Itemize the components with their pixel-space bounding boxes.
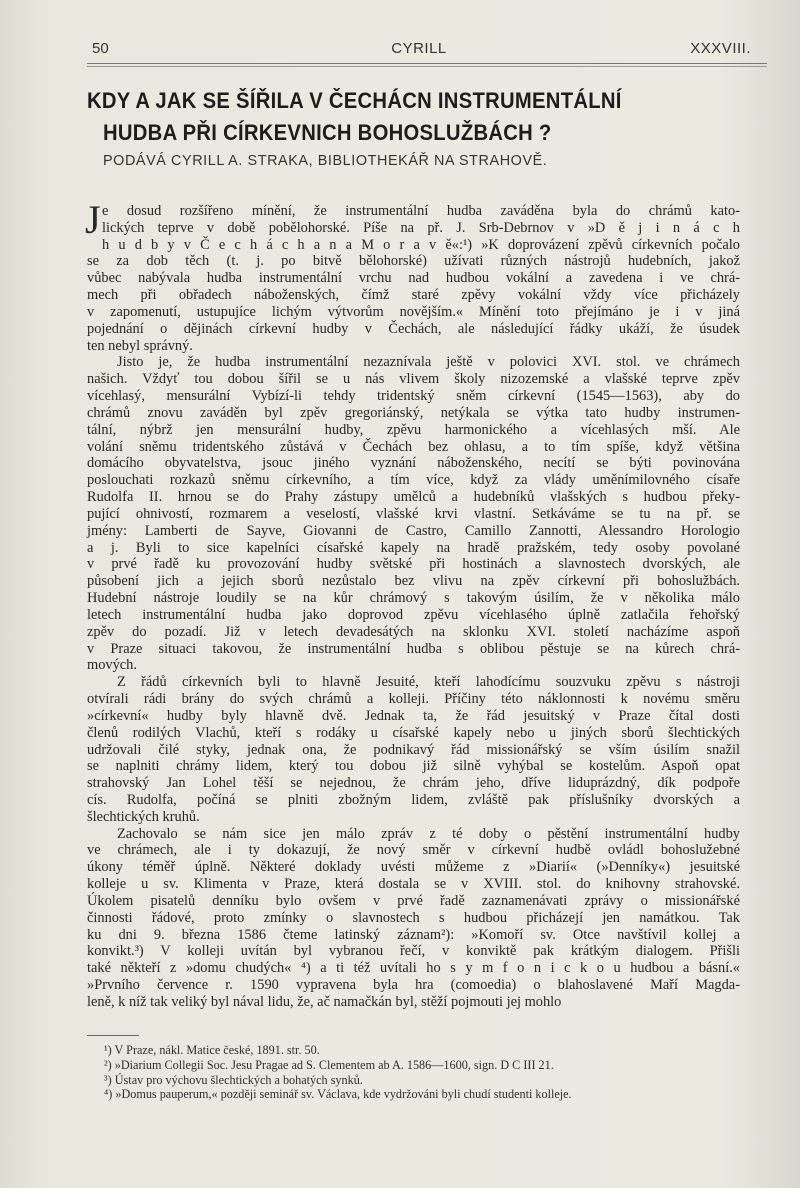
text-line: mech při obřadech náboženských, čímž staré zpěvy vokální vždy více přicházely [87,287,740,304]
text-line: Zachovalo se nám sice jen málo zpráv z té doby o pěstění instrumentální hudby [117,825,740,842]
text-line: Z řádů církevních byli to hlavně Jesuité, kteří lahodícímu souzvuku zpěvu s nástroji [117,674,740,691]
text-line: také někteří z »domu chudých« ⁴) a ti též uvítali ho s y m f o n i c k o u hudbou a básní.« [87,960,740,977]
text-line: vůbec nabývala hudba instrumentální vrchu nad hudbou vokální a zavedena i ve chrá- [87,270,740,287]
article-body [85,197,740,1011]
drop-cap: J [85,197,101,242]
text-line: poslouchati rozkazů sněmu církevního, a tím více, když za vlády uměnímilovného císaře [87,472,740,489]
text-line: kolleje u sv. Klimenta v Praze, která dostala se v XVIII. stol. do knihovny strahovské. [87,876,740,893]
footnote: ¹) V Praze, nákl. Matice české, 1891. str. 50. [104,1043,320,1057]
text-line: ku dni 9. března 1586 čteme latinský záznam²): »Komoří sv. Otce navštívil kollej a [87,926,740,943]
text-line: v prvé řadě ku provozování hudby světské při hostinách a slavnostech dvorských, ale [87,556,740,573]
text-line: Úkolem pisatelů denníku bylo ovšem v prvé řadě zaznamenávati zprávy o missionářské [87,892,740,909]
text-line: udržovali čilé styky, jednak ona, že podnikavý řád missionářský se vším úsilím snažil [87,741,740,758]
footnote: ⁴) »Domus pauperum,« později seminář sv. Václava, kde vydržováni byli chudí studenti kolleje. [104,1087,572,1102]
text-line: se za dob těch (t. j. po bitvě bělohorské) užívati různých nástrojů hudebních, jakož [87,253,740,270]
text-line: našich. Vždyť tou dobou šířil se u nás vlivem školy nizozemské a vlašské teprve zpěv [87,371,740,388]
text-line: leně, k níž tak veliký byl nával lidu, že, ač namačkán byl, stěží pojmouti jej mohlo [87,993,562,1010]
text-line: zpěv do pozadí. Již v letech devadesátých na sklonku XVI. století nacházíme aspoň [87,623,740,640]
text-line: pojednání o dějinách církevní hudby v Čechách, ale následující řádky ukáží, že úsudek [87,320,740,337]
text-line: ve chrámech, ale i ty dokazují, že nový směr v církevní hudbě ovládl bohoslužebné [87,842,740,859]
header-rule [87,63,767,64]
text-line: mových. [87,657,137,674]
footnotes [104,1043,572,1102]
text-line: lických teprve v době pobělohorské. Píše na př. J. Srb-Debrnov v »D ě j i n á c h [102,219,740,236]
text-line: působení jich a jejich sborů nezůstalo bez vlivu na zpěv církevní při bohoslužbách. [87,573,740,590]
text-line: jmény: Lamberti de Sayve, Giovanni de Castro, Camillo Zannotti, Alessandro Horologio [87,522,740,539]
article-title-line-2: HUDBA PŘI CÍRKEVNICH BOHOSLUŽBÁCH ? [103,120,552,145]
text-line: domácího obyvatelstva, jsouc jiného vyznání náboženského, necítí se býti povinována [87,455,740,472]
text-line: úkony téměř úplně. Některé doklady uvésti můžeme z »Diarií« (»Denníky«) jesuitské [87,859,740,876]
journal-title: CYRILL [391,40,447,57]
text-line: volání sněmu tridentského zůstává v Čechách bez ohlasu, a to tím spíše, když většina [87,438,740,455]
text-line: Rudolfa II. hrnou se do Prahy zástupy umělců a hudebníků vlašských s hudbou překy- [87,489,740,506]
page-number: 50 [92,40,109,57]
text-line: otvírali rádi brány do svých chrámů a kolleji. Příčiny této náklonnosti k novému směru [87,691,740,708]
article-title-line-1: KDY A JAK SE ŠÍŘILA V ČECHÁCN INSTRUMENTÁLNÍ [87,88,622,113]
text-line: se naplniti chrámy lidem, který tou dobou již silně vyhýbal se kostelům. Aspoň opat [87,758,740,775]
footnote-rule [87,1035,139,1036]
text-line: Jisto je, že hudba instrumentální nezaznívala ještě v polovici XVI. stol. ve chrámech [117,354,740,371]
text-line: Hudební nástroje loudily se na kůr chrámový s takovým úsilím, že v několika málo [87,590,740,607]
text-line: šlechtických kruhů. [87,808,200,825]
text-line: chrámů znovu zaváděn byl zpěv gregoriánský, netýkala se výtka tato hudby instrumen- [87,404,740,421]
text-line: členů rodilých Vlachů, kteří s rodáky u císařské kapely nebo u jiných sborů šlechtických [87,724,740,741]
volume-number: XXXVIII. [690,40,751,57]
text-line: strahovský Jan Lohel těší se nejednou, že chrám jeho, dříve liduprázdný, dík podpoře [87,775,740,792]
footnote: ³) Ústav pro výchovu šlechtických a bohatých synků. [104,1072,363,1087]
text-line: »církevní« hudby byly hlavně dvě. Jednak ta, že řád jesuitský v Praze čítal dosti [87,707,740,724]
text-line: v zapomenutí, ustupujíce lichým výtvorům novějším.« Mínění toto přejímáno je i v jiná [87,303,740,320]
text-line: h u d b y v Č e c h á c h a n a M o r a v ě«:¹) »K doprovázení zpěvů církevních počalo [102,236,740,253]
text-line: tální, nýbrž jen mensurální hudby, zpěvu harmonického a vícehlasých mší. Ale [87,421,740,438]
header-rule-secondary [87,66,767,67]
text-line: pující ohnivostí, rozmarem a veselostí, vlašské krvi vlastní. Setkáváme se tu na př. se [87,505,740,522]
text-line: konvikt.³) V kolleji uvítán byl vybranou řečí, v konviktě pak krátkým dialogem. Přišli [87,943,740,960]
text-line: činnosti řádové, proto zmínky o slavnostech s hudbou přicházejí jen namátkou. Tak [87,909,740,926]
text-line: cís. Rudolfa, počíná se plniti zbožným lidem, zvláště pak příslušníky dvorských a [87,791,740,808]
text-line: »Prvního července r. 1590 vypravena byla hra (comoedia) o blahoslavené Maří Magda- [87,977,740,994]
text-line: vícehlasý, mensurální Vybízí-li tehdy tridentský sněm církevní (1545—1563), aby do [87,388,740,405]
article-byline: PODÁVÁ CYRILL A. STRAKA, BIBLIOTHEKÁŘ NA STRAHOVĚ. [103,152,548,169]
running-header [87,40,751,62]
text-line: letech instrumentální hudba jako doprovod zpěvu vícehlasého úplně zatlačila řehořský [87,606,740,623]
text-line: e dosud rozšířeno mínění, že instrumentální hudba zaváděna byla do chrámů kato- [102,203,740,219]
text-line: v Praze situaci takovou, že instrumentální hudba s oblibou pěstuje se na kůrech chrá- [87,640,740,657]
text-line: ten nebyl správný. [87,337,193,354]
footnote: ²) »Diarium Collegii Soc. Jesu Pragae ad S. Clementem ab A. 1586—1600, sign. D C III 21. [104,1057,554,1072]
text-line: a j. Byli to sice kapelníci císařské kapely na hradě pražském, tedy osoby povolané [87,539,740,556]
